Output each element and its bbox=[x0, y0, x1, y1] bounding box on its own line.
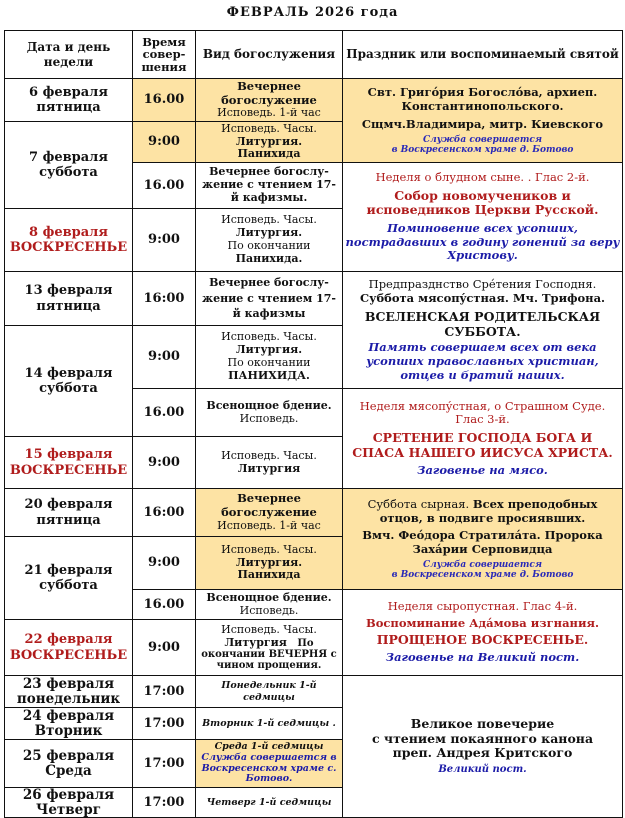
time-cell: 16.00 bbox=[133, 79, 196, 122]
service-cell: Исповедь. Часы. Литургия По окончании ВЕЧЕРНЯ с чином прощения. bbox=[196, 620, 343, 676]
time-cell: 16:00 bbox=[133, 272, 196, 326]
date-cell: 6 февраля пятница bbox=[5, 79, 133, 122]
service-cell: Среда 1-й седмицы Служба совершается в Воскресенском храме с. Ботово. bbox=[196, 740, 343, 788]
date-cell: 21 февраля суббота bbox=[5, 537, 133, 620]
header-service: Вид богослужения bbox=[196, 31, 343, 79]
time-cell: 9:00 bbox=[133, 537, 196, 590]
feast-cell: Неделя сыропустная. Глас 4-й. Воспоминание Адáмова изгнания. ПРОЩЕНОЕ ВОСКРЕСЕНЬЕ. Заговенье на Великий пост. bbox=[343, 590, 623, 676]
service-cell: Вечернее богослужение Исповедь. 1-й час bbox=[196, 489, 343, 537]
time-cell: 17:00 bbox=[133, 788, 196, 818]
service-cell: Вечернее богослу-жение с чтением 17-й кафизмы. bbox=[196, 163, 343, 209]
date-cell: 24 февраля Вторник bbox=[5, 708, 133, 740]
service-cell: Вечернее богослужение Исповедь. 1-й час bbox=[196, 79, 343, 122]
service-cell: Исповедь. Часы. Литургия. По окончании Панихида. bbox=[196, 209, 343, 272]
header-date: Дата и день недели bbox=[5, 31, 133, 79]
service-cell: Исповедь. Часы. Литургия bbox=[196, 437, 343, 489]
service-cell: Четверг 1-й седмицы bbox=[196, 788, 343, 818]
date-cell: 25 февраля Среда bbox=[5, 740, 133, 788]
feast-cell: Предпразднство Срéтения Господня. Суббота мясопýстная. Мч. Трифона. ВСЕЛЕНСКАЯ РОДИТЕЛЬСКАЯ СУББОТА. Память совершаем всех от века усопших православных христиан, отцев и братий наших. bbox=[343, 272, 623, 389]
service-cell: Вечернее богослу-жение с чтением 17-й кафизмы bbox=[196, 272, 343, 326]
service-cell: Всенощное бдение. Исповедь. bbox=[196, 590, 343, 620]
service-cell: Исповедь. Часы. Литургия. По окончании ПАНИХИДА. bbox=[196, 326, 343, 389]
service-cell: Исповедь. Часы. Литургия. Панихида bbox=[196, 122, 343, 163]
time-cell: 9:00 bbox=[133, 620, 196, 676]
table-row bbox=[5, 79, 623, 122]
date-cell: 7 февраля суббота bbox=[5, 122, 133, 209]
service-cell: Всенощное бдение. Исповедь. bbox=[196, 389, 343, 437]
service-cell: Понедельник 1-й седмицы bbox=[196, 676, 343, 708]
time-cell: 16.00 bbox=[133, 590, 196, 620]
time-cell: 9:00 bbox=[133, 209, 196, 272]
date-cell: 26 февраля Четверг bbox=[5, 788, 133, 818]
service-cell: Исповедь. Часы. Литургия. Панихида bbox=[196, 537, 343, 590]
time-cell: 16:00 bbox=[133, 489, 196, 537]
date-cell: 23 февраля понедельник bbox=[5, 676, 133, 708]
feast-cell: Свт. Григóрия Богослóва, архиеп. Константинопольского. Сщмч.Владимира, митр. Киевского Служба совершается в Воскресенском храме д. Ботово bbox=[343, 79, 623, 163]
feast-cell: Великое повечерие с чтением покаянного канона преп. Андрея Критского Великий пост. bbox=[343, 676, 623, 818]
page-title: ФЕВРАЛЬ 2026 года bbox=[226, 5, 399, 20]
feast-cell: Неделя мясопýстная, о Страшном Суде. Глас 3-й. СРЕТЕНИЕ ГОСПОДА БОГА И СПАСА НАШЕГО ИИСУСА ХРИСТА. Заговенье на мясо. bbox=[343, 389, 623, 489]
date-cell: 20 февраля пятница bbox=[5, 489, 133, 537]
time-cell: 17:00 bbox=[133, 676, 196, 708]
date-cell: 22 февраля ВОСКРЕСЕНЬЕ bbox=[5, 620, 133, 676]
feast-cell: Суббота сырная. Всех преподобных отцов, в подвиге просиявших. Вмч. Феóдора Стратилáта. Пророка Захáрии Серповидца Служба совершается в Воскресенском храме д. Ботово bbox=[343, 489, 623, 590]
header-feast: Праздник или воспоминаемый святой bbox=[343, 31, 623, 79]
date-cell: 13 февраля пятница bbox=[5, 272, 133, 326]
table-row bbox=[5, 272, 623, 326]
time-cell: 17:00 bbox=[133, 740, 196, 788]
header-row bbox=[5, 31, 623, 79]
time-cell: 9:00 bbox=[133, 326, 196, 389]
time-cell: 16.00 bbox=[133, 389, 196, 437]
schedule-table bbox=[4, 30, 623, 818]
date-cell: 14 февраля суббота bbox=[5, 326, 133, 437]
feast-cell: Неделя о блудном сыне. . Глас 2-й. Собор новомучеников и исповедников Церкви Русской. Поминовение всех усопших, пострадавших в годину гонений за веру Христову. bbox=[343, 163, 623, 272]
time-cell: 17:00 bbox=[133, 708, 196, 740]
table-row bbox=[5, 676, 623, 708]
date-cell: 8 февраля ВОСКРЕСЕНЬЕ bbox=[5, 209, 133, 272]
time-cell: 9:00 bbox=[133, 122, 196, 163]
time-cell: 9:00 bbox=[133, 437, 196, 489]
time-cell: 16.00 bbox=[133, 163, 196, 209]
header-time: Время совер-шения bbox=[133, 31, 196, 79]
table-row bbox=[5, 489, 623, 537]
date-cell: 15 февраля ВОСКРЕСЕНЬЕ bbox=[5, 437, 133, 489]
service-cell: Вторник 1-й седмицы . bbox=[196, 708, 343, 740]
